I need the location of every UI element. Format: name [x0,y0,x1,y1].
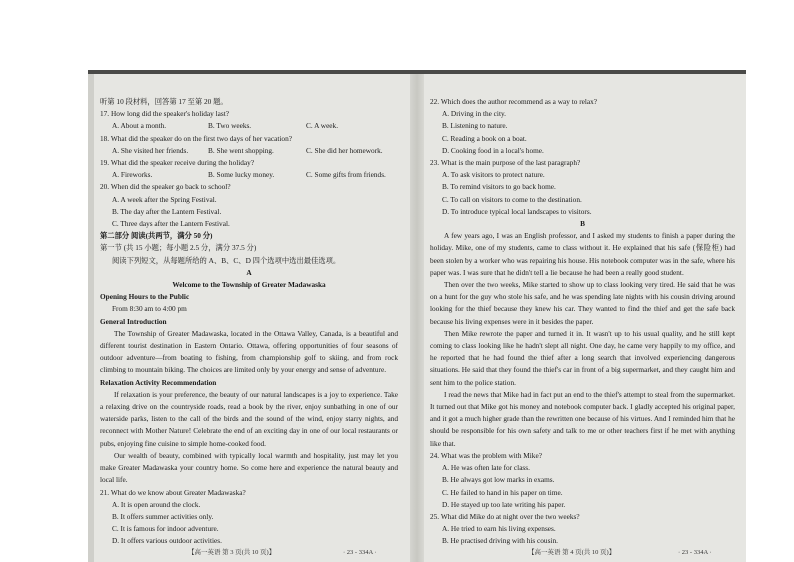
right-page-code: · 23 - 334A · [678,549,712,556]
question-25: 25. What did Mike do at night over the two weeks? [430,511,580,521]
option-a: A. Driving in the city. [442,109,506,119]
left-page [100,96,398,548]
question-20: 20. When did the speaker go back to school? [100,182,231,192]
option-a: A. Fireworks. [112,170,153,180]
question-24: 24. What was the problem with Mike? [430,450,542,460]
exam-sheet [88,70,746,562]
question-19-options [100,169,398,181]
option-a: A. About a month. [112,121,167,131]
option-b: B. He always got low marks in exams. [442,475,555,485]
relaxation-paragraph: If relaxation is your preference, the beauty of our natural landscapes is a joy to experience. Take a relaxing drive on the countryside roads, read a book by the river, enjoy sunbathing in one of our waterside parks, listen to the call of the birds and the sound of the wind, enjoy starry nights, and reconnect with Mother Nature! Celebrate the end of an exciting day in one of our local restaurants or pubs, enjoying fine cuisine to simple home-cooked food. [100,389,398,448]
page-edge [88,74,94,562]
option-c: C. It is famous for indoor adventure. [112,524,219,534]
passage-letter: B [580,219,585,229]
option-a: A. A week after the Spring Festival. [112,194,217,204]
option-c: C. Three days after the Lantern Festival. [112,219,230,229]
option-d: D. It offers various outdoor activities. [112,536,222,546]
right-page-footer: 【高一英语 第 4 页(共 10 页)】 [528,549,616,556]
option-b: B. The day after the Lantern Festival. [112,206,222,216]
option-b: B. Some lucky money. [208,170,275,180]
option-d: D. To introduce typical local landscapes to visitors. [442,206,592,216]
left-page-code: · 23 - 334A · [343,549,377,556]
listening-intro: 听第 10 段材料，回答第 17 至第 20 题。 [100,97,228,106]
option-b: B. Two weeks. [208,121,252,131]
option-c: C. She did her homework. [306,145,383,155]
passage-b-paragraph-4: I read the news that Mike had in fact put an end to the thief's attempt to steal from the supermarket. It turned out that Mike got his money and notebook computer back. I gladly accepted his original paper, and it got a much higher grade than the rewritten one because of his virtues. And I reminded him that he should be responsible for his own safety and talk to me or other teachers first if he met with anything like that. [430,389,735,448]
question-18: 18. What did the speaker do on the first two days of her vacation? [100,133,292,143]
part-two-heading: 第二部分 阅读(共两节，满分 50 分) [100,231,213,241]
option-c: C. Reading a book on a boat. [442,133,527,143]
hours-text: From 8:30 am to 4:00 pm [112,304,187,314]
passage-title: Welcome to the Township of Greater Madawaska [172,280,326,290]
passage-b-paragraph-3: Then Mike rewrote the paper and turned it in. It wasn't up to his usual quality, and he still kept coming to class looking like he hadn't slept all night. One day, he came very happily to my office, and he reported that he had found the thief after a long search that involved experiencing dangerous situations. He said that they found the thief's car in front of a big supermarket, and they caught him and sent him to the police station. [430,328,735,387]
option-a: A. He was often late for class. [442,463,530,473]
option-c: C. To call on visitors to come to the destination. [442,194,582,204]
option-d: D. He stayed up too late writing his paper. [442,499,566,509]
closing-paragraph: Our wealth of beauty, combined with typically local warmth and hospitality, just may let you make Greater Madawaska your country home. So come here and experience the natural beauty and local life. [100,450,398,485]
passage-b-paragraph-2: Then over the two weeks, Mike started to show up to class looking very tired. He said that he was on a hunt for the guy who stole his safe, and he was spending late nights with his cousin driving around looking for the thief because they knew his car. They wanted to find the thief and get the safe back because his living expenses were in it besides the paper. [430,280,735,326]
option-c: C. A week. [306,121,339,131]
passage-b-paragraph-1: A few years ago, I was an English professor, and I asked my students to finish a paper during the holiday. Mike, one of my students, came to class without it. He explained that his safe (保险柜) had been stolen by a worker who was repairing his house. His notebook computer was in the safe, where his paper was. I was sure that he didn't tell a lie because he had been a really good student. [430,231,735,277]
option-a: A. He tried to earn his living expenses. [442,524,556,534]
section-one-heading: 第一节 (共 15 小题；每小题 2.5 分，满分 37.5 分) [100,243,257,253]
question-22: 22. Which does the author recommend as a way to relax? [430,97,598,106]
option-c: C. He failed to hand in his paper on time. [442,487,563,497]
question-21: 21. What do we know about Greater Madawaska? [100,487,246,497]
left-page-footer: 【高一英语 第 3 页(共 10 页)】 [188,549,276,556]
page-fold [410,74,424,562]
question-23: 23. What is the main purpose of the last paragraph? [430,158,581,168]
question-18-options [100,145,398,157]
option-b: B. He practised driving with his cousin. [442,536,558,546]
option-d: D. Cooking food in a local's home. [442,145,544,155]
option-b: B. To remind visitors to go back home. [442,182,556,192]
option-a: A. To ask visitors to protect nature. [442,170,545,180]
passage-letter: A [246,267,252,277]
relaxation-heading: Relaxation Activity Recommendation [100,377,217,387]
general-paragraph: The Township of Greater Madawaska, located in the Ottawa Valley, Canada, is a beautiful and different tourist destination in Eastern Ontario. Ottawa, offering opportunities of four seasons of outdoor adventure—from boating to fishing, from championship golf to skiing, and from rock climbing to mountain biking. The choices are limited only by your energy and sense of adventure. [100,328,398,375]
option-b: B. Listening to nature. [442,121,508,131]
general-heading: General Introduction [100,316,167,326]
question-17: 17. How long did the speaker's holiday last? [100,109,229,119]
right-page [430,96,735,548]
option-a: A. She visited her friends. [112,145,189,155]
option-b: B. She went shopping. [208,145,274,155]
option-b: B. It offers summer activities only. [112,511,214,521]
option-c: C. Some gifts from friends. [306,170,386,180]
reading-instruction: 阅读下列短文，从每题所给的 A、B、C、D 四个选项中选出最佳选项。 [112,255,341,265]
question-19: 19. What did the speaker receive during the holiday? [100,158,255,168]
question-17-options [100,120,398,132]
option-a: A. It is open around the clock. [112,499,201,509]
hours-heading: Opening Hours to the Public [100,292,190,302]
